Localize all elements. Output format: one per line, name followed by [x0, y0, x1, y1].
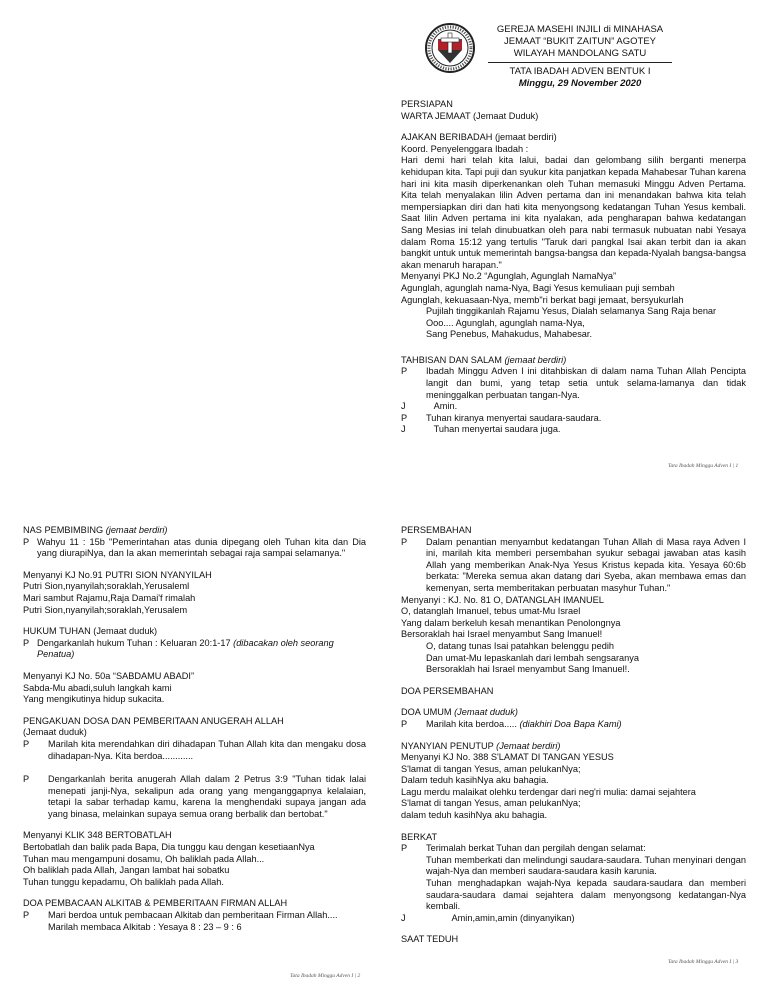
speaker-label: P: [23, 536, 30, 547]
service-date: Minggu, 29 November 2020: [518, 78, 642, 90]
doa-umum-note: (Jemaat duduk): [454, 707, 518, 718]
church-header: [480, 24, 680, 90]
page-3-footer: Tata Ibadah Minggu Adven I | 3: [668, 959, 739, 965]
berkat-line-2: Tuhan memberkati dan melindungi saudara-saudara. Tuhan menyinari dengan wajah-Nya dan memberi saudara-saudara kasih karunia.: [426, 854, 746, 877]
anugerah-row: [23, 774, 366, 820]
tahbisan-text: Tuhan kiranya menyertai saudara-saudara.: [426, 412, 602, 423]
klik-title: Menyanyi KLIK 348 BERTOBATLAH: [23, 830, 172, 841]
doa-persembahan-heading: DOA PERSEMBAHAN: [401, 685, 494, 696]
klik-line-1: Bertobatlah dan balik pada Bapa, Dia tunggu kau dengan kesetiaanNya: [23, 842, 315, 853]
pkj-indent-2: Ooo.... Agunglah, agunglah nama-Nya,: [426, 317, 585, 328]
berkat-amin: Amin,amin,amin (dinyanyikan): [426, 912, 575, 923]
hukum-instruction: Dengarkanlah hukum Tuhan : Keluaran 20:1-17: [37, 637, 234, 648]
kj81-line-1: O, datanglah Imanuel, tebus umat-Mu Israel: [401, 606, 581, 617]
nas-heading: [23, 525, 366, 537]
header-divider: [488, 62, 672, 63]
anugerah-text: Dengarkanlah berita anugerah Allah dalam 2 Petrus 3:9 "Tuhan tidak lalai menepati janji-Nya, sekalipun ada orang yang menganggapnya kelalaian, tetapi Ia sabar terhadap kamu, karena Ia menghendaki supaya jangan ada yang binasa, melainkan supaya semua orang berbalik dan bertobat.": [48, 774, 366, 819]
doa-alkitab-heading: DOA PEMBACAAN ALKITAB & PEMBERITAAN FIRMAN ALLAH: [23, 898, 288, 909]
kj81-line-2: Yang dalam berkeluh kesah menantikan Penolongnya: [401, 617, 621, 628]
penutup-title: NYANYIAN PENUTUP: [401, 740, 494, 751]
ajakan-heading: AJAKAN BERIBADAH (jemaat berdiri): [401, 132, 557, 143]
kj50-line-1: Sabda-Mu abadi,suluh langkah kami: [23, 682, 172, 693]
kj388-line-3: Lagu merdu malaikat olehku terdengar dari neg'ri mulia: damai sejahtera: [401, 786, 696, 797]
speaker-label: P: [23, 774, 30, 785]
pkj-line-1: Agunglah, agunglah nama-Nya, Bagi Yesus kemuliaan puji sembah: [401, 282, 675, 293]
kj388-line-1: S'lamat di tangan Yesus, aman pelukanNya;: [401, 763, 581, 774]
saat-teduh-heading: SAAT TEDUH: [401, 934, 459, 945]
berkat-block: [426, 843, 746, 913]
speaker-label: P: [23, 637, 30, 648]
page-1-footer: Tata Ibadah Minggu Adven I | 1: [668, 463, 739, 469]
hukum-heading: HUKUM TUHAN (Jemaat duduk): [23, 626, 158, 637]
berkat-line-3: Tuhan menghadapkan wajah-Nya kepada saudara-saudara dan memberi saudara-saudara damai sejahtera dalam menyongsong kedatangan-Nya kembali.: [426, 878, 746, 912]
doa-umum-text: [426, 719, 746, 731]
berkat-row: [401, 843, 746, 913]
persembahan-text: Dalam penantian menyambut kedatangan Tuhan Allah di Masa raya Adven I ini, marilah kita memberi persembahan syukur sebagai jawaban atas kasih Allah yang memberikan Anak-Nya Yesus Kristus kepada kita. Yesaya 60:6b berkata: "Mereka semua akan datang dari Syeba, akan membawa emas dan kemenyan, serta memberitakan perbuatan masyhur Tuhan.": [426, 536, 746, 593]
tahbisan-row: [401, 401, 746, 413]
kj81-title: Menyanyi : KJ. No. 81 O, DATANGLAH IMANUEL: [401, 594, 604, 605]
kj81-indent-1: O, datang tunas Isai patahkan belenggu pedih: [426, 640, 614, 651]
warta-heading: WARTA JEMAAT (Jemaat Duduk): [401, 110, 539, 121]
speaker-label: P: [401, 843, 408, 854]
pengakuan-text: Marilah kita merendahkan diri dihadapan Tuhan Allah kita dan mengaku dosa dihadapan-Nya. Kita berdoa............: [48, 738, 366, 761]
pkj-title: Menyanyi PKJ No.2 “Agunglah, Agunglah NamaNya”: [401, 271, 617, 282]
pengakuan-sub: (Jemaat duduk): [23, 727, 87, 738]
kj388-line-4: S'lamat di tangan Yesus, aman pelukanNya;: [401, 798, 581, 809]
doa-alkitab-row: [23, 910, 366, 922]
tahbisan-text: Ibadah Minggu Adven I ini ditahbiskan di dalam nama Tuhan Allah Pencipta langit dan bumi, yang tetap setia untuk selama-lamanya dan tidak meninggalkan perbuatan tangan-Nya.: [426, 366, 746, 400]
kj91-title: Menyanyi KJ No.91 PUTRI SION NYANYILAH: [23, 569, 212, 580]
kj81-line-3: Bersoraklah hai Israel menyambut Sang Imanuel!: [401, 629, 603, 640]
kj91-line-2: Mari sambut Rajamu,Raja Damai'f rimalah: [23, 592, 196, 603]
berkat-heading: BERKAT: [401, 831, 438, 842]
doa-umum-instruction: Marilah kita berdoa.....: [426, 718, 520, 729]
pkj-indent-3: Sang Penebus, Mahakudus, Mahabesar.: [426, 329, 592, 340]
tahbisan-title: TAHBISAN DAN SALAM: [401, 354, 502, 365]
persiapan-heading: PERSIAPAN: [401, 99, 453, 109]
klik-line-3: Oh baliklah pada Allah, Jangan lambat hai sobatku: [23, 865, 230, 876]
congregation-name: JEMAAT “BUKIT ZAITUN” AGOTEY: [503, 35, 657, 47]
kj50-line-2: Yang mengikutinya hidup sukacita.: [23, 694, 165, 705]
pengakuan-row: [23, 739, 366, 762]
kj388-line-2: Dalam teduh kasihNya aku bahagia.: [401, 775, 549, 786]
church-name: GEREJA MASEHI INJILI di MINAHASA: [496, 24, 664, 35]
penutup-note: (Jemaat berdiri): [496, 740, 561, 751]
tahbisan-text: Tuhan menyertai saudara juga.: [426, 424, 561, 435]
region-name: WILAYAH MANDOLANG SATU: [513, 47, 647, 59]
speaker-label: P: [401, 412, 408, 423]
page-1-body: [401, 99, 746, 436]
speaker-label: P: [401, 536, 408, 547]
speaker-label: J: [401, 424, 406, 435]
berkat-line-1: Terimalah berkat Tuhan dan pergilah dengan selamat:: [426, 843, 646, 854]
kj81-indent-2: Dan umat-Mu lepaskanlah dari lembah sengsaranya: [426, 652, 639, 663]
klik-line-4: Tuhan tunggu kepadamu, Oh baliklah pada Allah.: [23, 876, 224, 887]
tahbisan-heading: [401, 355, 746, 367]
page-2-footer: Tata Ibadah Minggu Adven I | 2: [290, 973, 361, 979]
page-3-body: [401, 525, 746, 946]
doa-umum-text-note: (diakhiri Doa Bapa Kami): [519, 718, 622, 729]
klik-line-2: Tuhan mau mengampuni dosamu, Oh baliklah pada Allah...: [23, 853, 265, 864]
hukum-text: [37, 638, 366, 661]
penutup-heading: [401, 741, 746, 753]
church-logo: [424, 22, 476, 74]
doa-umum-heading: [401, 707, 746, 719]
nas-note: (jemaat berdiri): [105, 525, 168, 535]
ajakan-text: Hari demi hari telah kita lalui, badai dan gelombang silih berganti menerpa kehidupan kita. Tapi puji dan syukur kita panjatkan kepada Mahabesar Tuhan karena hari ini kita masih diperkenankan oleh Tuhan memasuki Minggu Adven Pertama. Kita telah menyalakan lilin Adven pertama dan ini menandakan bahwa kita telah mempersiapkan diri dan hati kita menyongsong kedatangan Tuhan Yesus kembali. Saat lilin Adven pertama ini kita nyalakan, ada pengharapan bahwa kedatangan Sang Mesias ini telah dinubuatkan oleh para nabi termasuk nubuatan nabi Yesaya dalam Roma 15:12 yang tertulis "Taruk dari pangkal Isai akan terbit dan ia akan bangkit untuk untuk memerintah bangsa-bangsa dan kepada-Nyalah bangsa-bangsa akan menaruh harapan.": [401, 155, 746, 270]
pkj-indent-1: Pujilah tinggikanlah Rajamu Yesus, Dialah selamanya Sang Raja benar: [426, 306, 717, 317]
tahbisan-note: (jemaat berdiri): [504, 354, 567, 365]
tahbisan-text: Amin.: [426, 401, 458, 412]
doa-umum-title: DOA UMUM: [401, 707, 452, 718]
kj388-line-5: dalam teduh kasihNya aku bahagia.: [401, 810, 548, 821]
berkat-amin-row: [401, 913, 746, 925]
liturgy-title: TATA IBADAH ADVEN BENTUK I: [509, 66, 651, 78]
speaker-label: J: [401, 401, 406, 412]
speaker-label: P: [401, 366, 408, 377]
speaker-label: P: [401, 718, 408, 729]
doa-alkitab-text: Mari berdoa untuk pembacaan Alkitab dan pemberitaan Firman Allah....: [48, 910, 338, 921]
bacaan-line: Marilah membaca Alkitab : Yesaya 8 : 23 – 9 : 6: [48, 921, 242, 932]
doa-umum-row: [401, 719, 746, 731]
hukum-row: [23, 638, 366, 661]
persembahan-row: [401, 537, 746, 595]
kj50-title: Menyanyi KJ No. 50a “SABDAMU ABADI”: [23, 670, 195, 681]
kj91-line-3: Putri Sion,nyanyilah;soraklah,Yerusalem: [23, 604, 188, 615]
pengakuan-heading: PENGAKUAN DOSA DAN PEMBERITAAN ANUGERAH ALLAH: [23, 715, 284, 726]
kj388-title: Menyanyi KJ No. 388 S'LAMAT DI TANGAN YESUS: [401, 752, 614, 763]
pkj-line-2: Agunglah, kekuasaan-Nya, memb"ri berkat bagi jemaat, bersyukurlah: [401, 294, 684, 305]
nas-text: Wahyu 11 : 15b "Pemerintahan atas dunia dipegang oleh Tuhan kita dan Dia yang diurapiNya, dan Ia akan memerintah sebagai raja sampai selamanya.": [37, 536, 366, 559]
kj81-indent-3: Bersoraklah hai Israel menyambut Sang Imanuel!.: [426, 664, 630, 675]
page-2-body: [23, 525, 366, 933]
nas-title: NAS PEMBIMBING: [23, 525, 104, 535]
speaker-label: J: [401, 912, 406, 923]
nas-row: [23, 537, 366, 560]
tahbisan-row: [401, 424, 746, 436]
kj91-line-1: Putri Sion,nyanyilah;soraklah,Yerusaleml: [23, 581, 190, 592]
hukum-note: (dibacakan oleh seorang Penatua): [37, 637, 334, 660]
tahbisan-row: [401, 366, 746, 401]
persembahan-heading: PERSEMBAHAN: [401, 525, 472, 535]
koord-line: Koord. Penyelenggara Ibadah :: [401, 143, 529, 154]
speaker-label: P: [23, 738, 30, 749]
speaker-label: P: [23, 910, 30, 921]
tahbisan-row: [401, 413, 746, 425]
